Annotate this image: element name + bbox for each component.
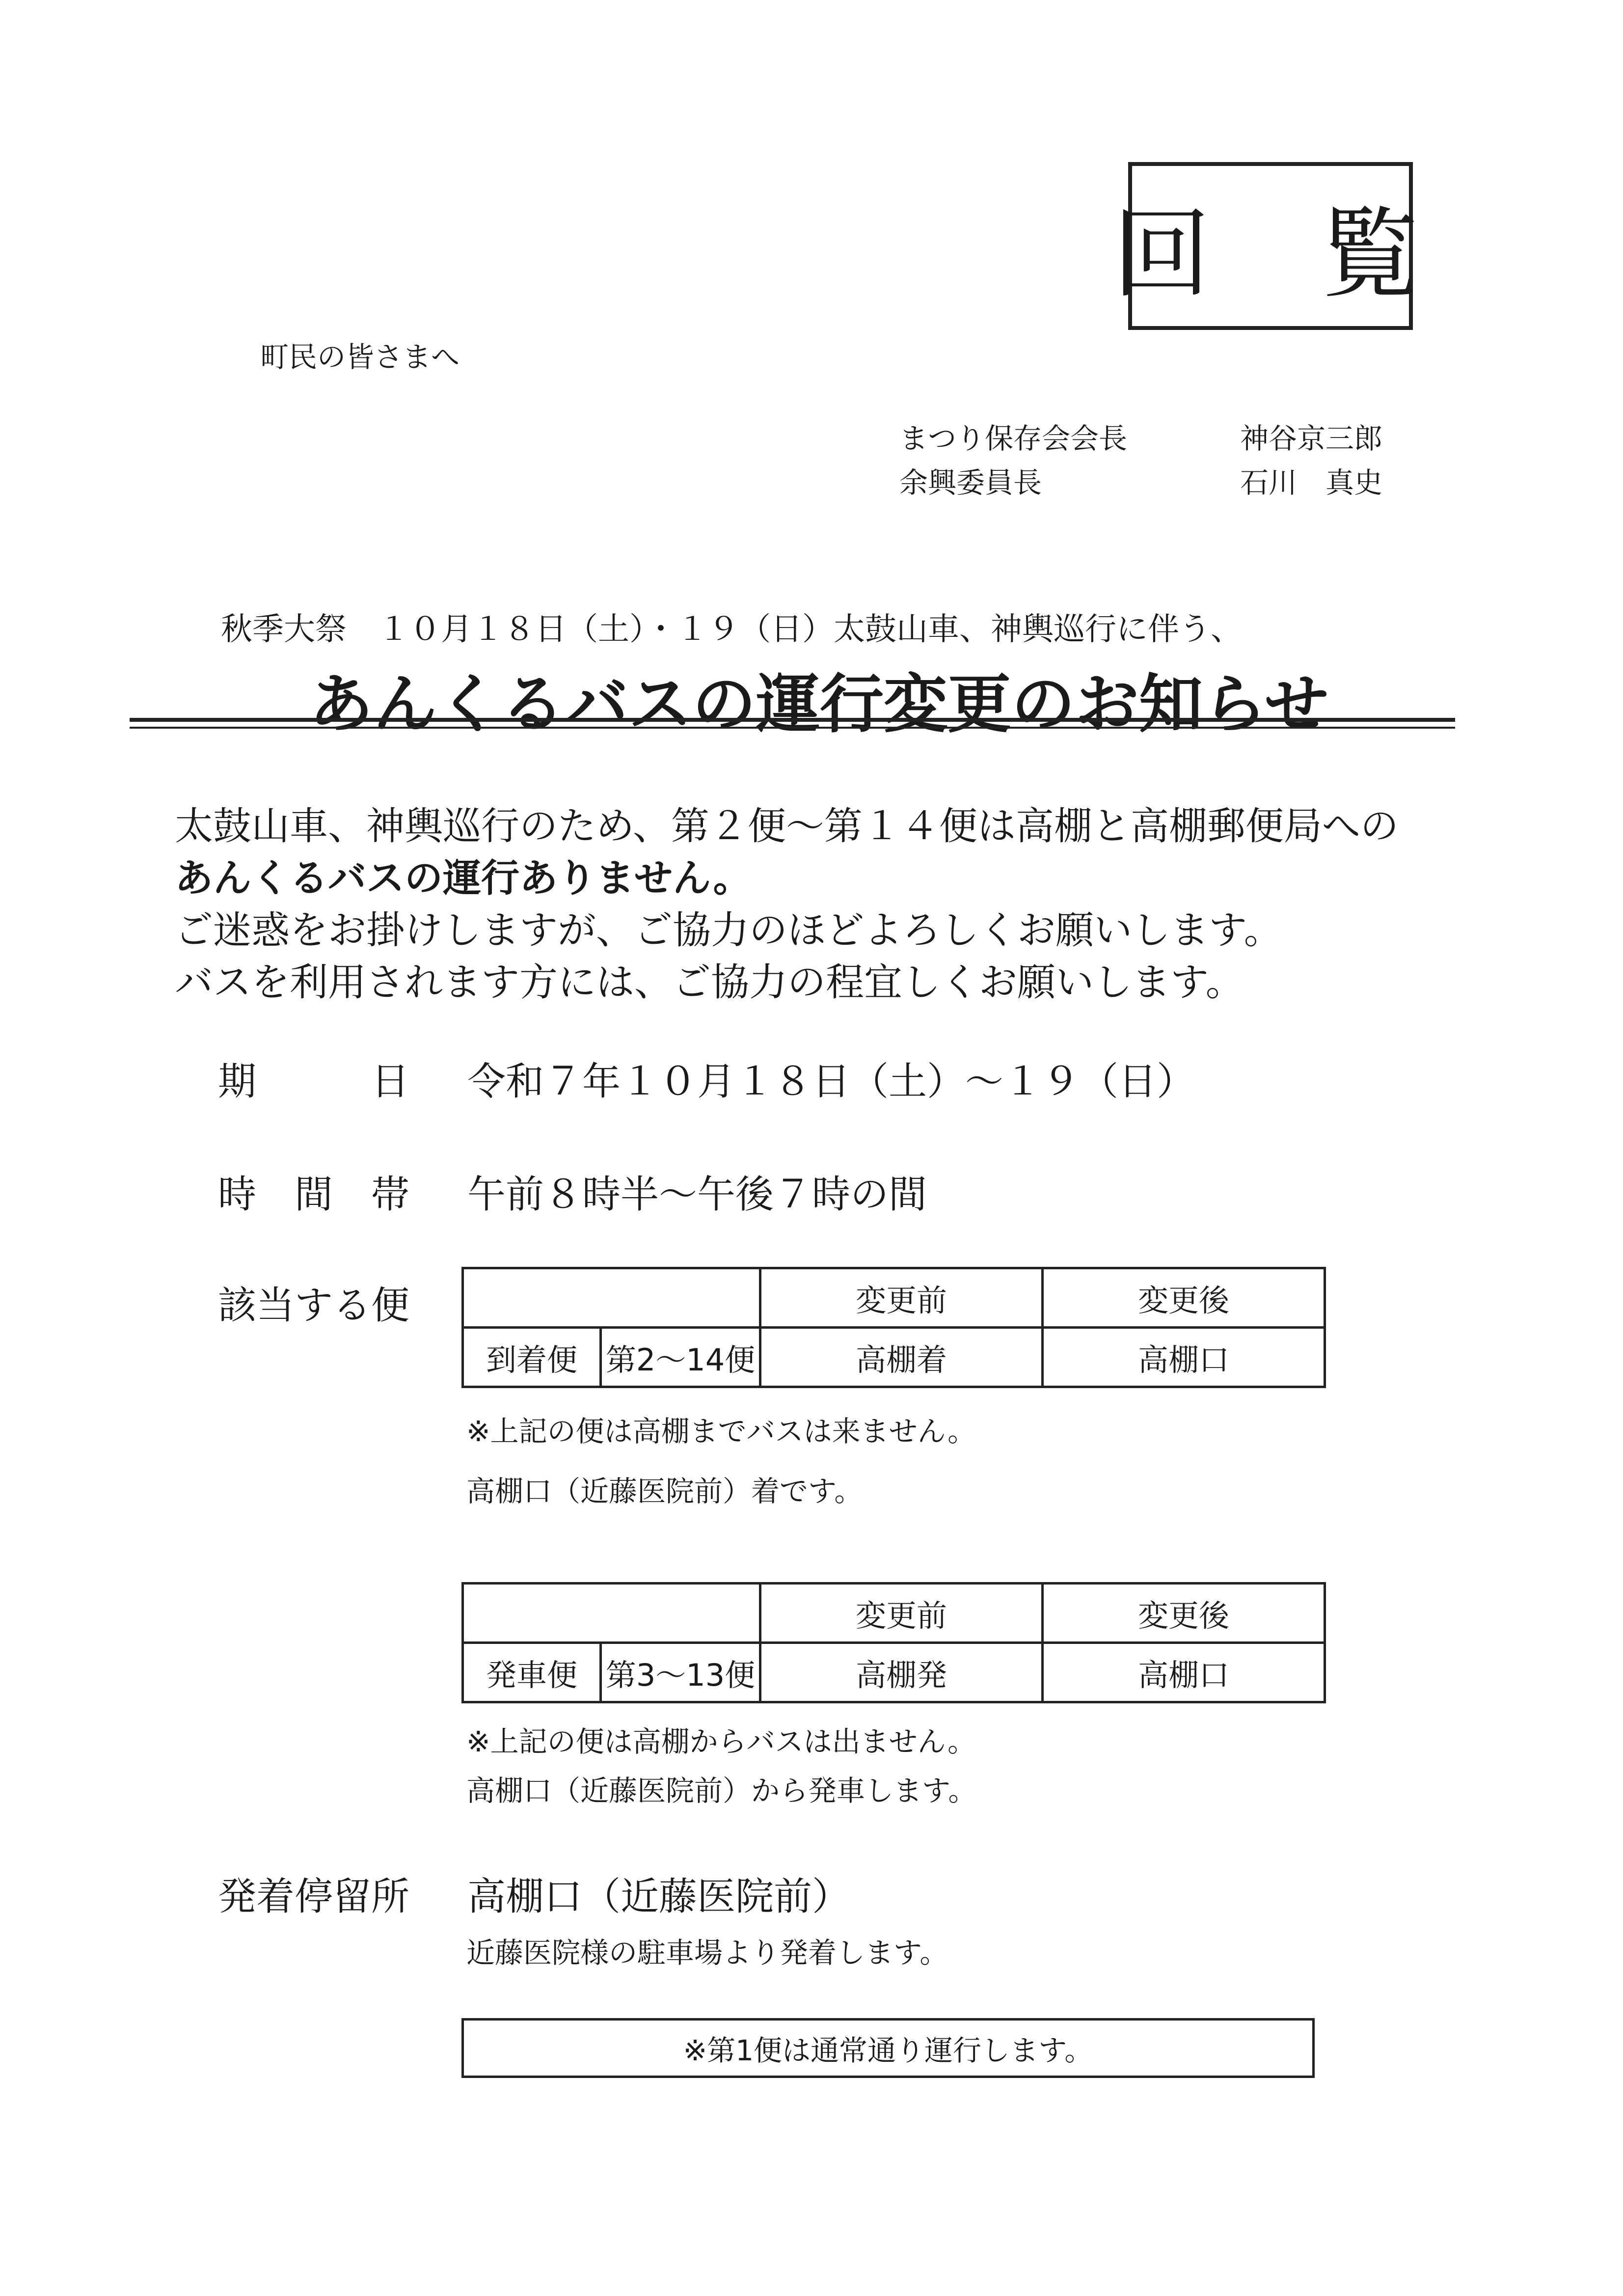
time-value: 午前８時半～午後７時の間 (467, 1173, 927, 1217)
date-label: 期 日 (218, 1060, 410, 1104)
title-underline (130, 718, 1455, 729)
sender-name-1: 神谷京三郎 (1240, 422, 1383, 455)
table-row (463, 1584, 1325, 1643)
sender-title-2: 余興委員長 (899, 466, 1042, 499)
table-cell: 高棚発 (760, 1643, 1043, 1702)
table-row (463, 1643, 1325, 1702)
table-cell: 変更後 (1043, 1584, 1325, 1643)
body-line-2: あんくるバスの運行ありません。 (175, 856, 752, 901)
table-cell: 高棚着 (760, 1328, 1043, 1387)
table-cell (463, 1584, 760, 1643)
arrival-note-2: 高棚口（近藤医院前）着です。 (466, 1475, 863, 1508)
table-cell: 第3～13便 (601, 1643, 760, 1702)
departure-table (461, 1582, 1326, 1703)
table-row (463, 1328, 1325, 1387)
departure-note-1: ※上記の便は高棚からバスは出ません。 (466, 1725, 976, 1758)
body-line-3: ご迷惑をお掛けしますが、ご協力のほどよろしくお願いします。 (175, 908, 1282, 953)
table-cell: 変更前 (760, 1584, 1043, 1643)
table-cell: 発車便 (463, 1643, 601, 1702)
applicable-label: 該当する便 (218, 1284, 410, 1328)
subtitle: 秋季大祭 １０月１８日（土）・１９（日）太鼓山車、神輿巡行に伴う、 (221, 611, 1242, 648)
stop-note: 近藤医院様の駐車場より発着します。 (466, 1936, 948, 1969)
table-cell: 変更後 (1043, 1268, 1325, 1328)
stop-value: 高棚口（近藤医院前） (467, 1875, 851, 1919)
sender-name-2: 石川 真史 (1240, 466, 1383, 499)
page-title: あんくるバスの運行変更のお知らせ (309, 667, 1329, 741)
stop-label: 発着停留所 (218, 1875, 410, 1919)
table-cell: 高棚口 (1043, 1643, 1325, 1702)
table-cell: 第2～14便 (601, 1328, 760, 1387)
body-line-1: 太鼓山車、神輿巡行のため、第２便～第１４便は高棚と高棚郵便局への (175, 804, 1399, 848)
table-cell (463, 1268, 760, 1328)
table-cell: 到着便 (463, 1328, 601, 1387)
circulation-stamp: 回 覧 (1128, 162, 1413, 330)
departure-note-2: 高棚口（近藤医院前）から発車します。 (466, 1774, 977, 1807)
arrival-note-1: ※上記の便は高棚までバスは来ません。 (466, 1415, 976, 1448)
table-cell: 変更前 (760, 1268, 1043, 1328)
table-cell: 高棚口 (1043, 1328, 1325, 1387)
body-line-4: バスを利用されます方には、ご協力の程宜しくお願いします。 (175, 960, 1244, 1005)
date-value: 令和７年１０月１８日（土）～１９（日） (467, 1060, 1195, 1104)
sender-title-1: まつり保存会会長 (899, 422, 1128, 455)
table-row (463, 1268, 1325, 1328)
addressee: 町民の皆さまへ (260, 340, 460, 374)
time-label: 時 間 帯 (218, 1173, 410, 1217)
footer-note: ※第1便は通常通り運行します。 (461, 2018, 1315, 2078)
arrival-table (461, 1267, 1326, 1388)
